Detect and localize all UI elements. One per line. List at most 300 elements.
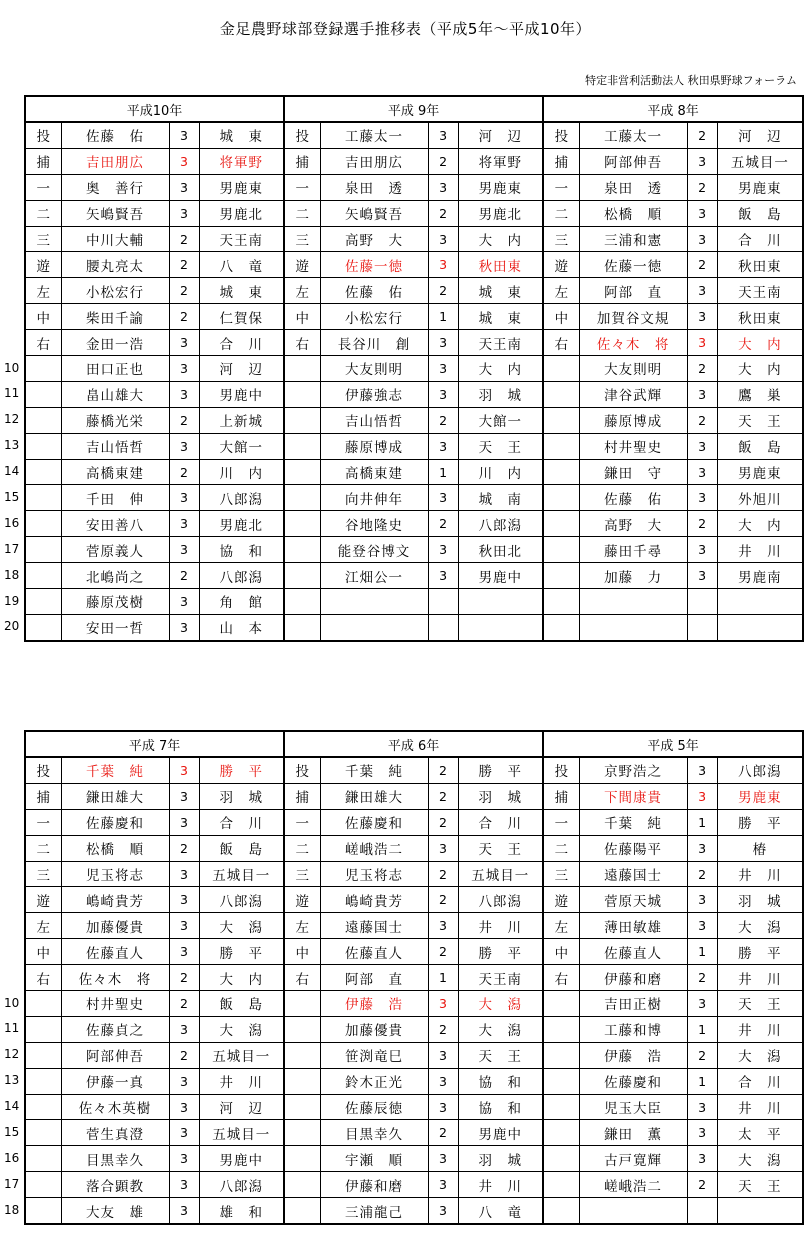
grade-cell: 3 — [169, 614, 199, 640]
row-number: 17 — [4, 1177, 20, 1191]
position-cell — [543, 589, 579, 615]
position-cell: 三 — [25, 226, 61, 252]
school-cell: 城 南 — [458, 485, 543, 511]
grade-cell: 3 — [687, 304, 717, 330]
position-cell: 投 — [25, 757, 61, 783]
school-cell: 天王南 — [458, 965, 543, 991]
school-cell: 大 潟 — [199, 913, 284, 939]
grade-cell: 1 — [687, 939, 717, 965]
school-cell: 五城目一 — [458, 861, 543, 887]
grade-cell: 3 — [687, 1120, 717, 1146]
grade-cell: 3 — [428, 226, 458, 252]
grade-cell: 3 — [687, 330, 717, 356]
row-number: 11 — [4, 386, 20, 400]
player-name-cell: 泉田 透 — [320, 174, 428, 200]
school-cell: 大 内 — [717, 511, 803, 537]
school-cell: 男鹿北 — [199, 200, 284, 226]
player-name-cell — [579, 1198, 687, 1224]
school-cell: 男鹿北 — [458, 200, 543, 226]
year-header: 平成 9年 — [284, 96, 543, 122]
grade-cell: 3 — [428, 252, 458, 278]
school-cell: 大 潟 — [458, 991, 543, 1017]
grade-cell: 3 — [169, 809, 199, 835]
school-cell: 八郎潟 — [199, 485, 284, 511]
player-name-cell: 田口正也 — [61, 356, 169, 382]
grade-cell: 3 — [687, 563, 717, 589]
position-cell: 左 — [25, 278, 61, 304]
school-cell: 大 内 — [458, 356, 543, 382]
player-name-cell: 佐々木英樹 — [61, 1094, 169, 1120]
grade-cell: 3 — [428, 356, 458, 382]
player-name-cell: 長谷川 創 — [320, 330, 428, 356]
player-name-cell: 三浦和憲 — [579, 226, 687, 252]
player-name-cell: 高橋東建 — [61, 459, 169, 485]
position-cell — [25, 614, 61, 640]
school-cell: 秋田東 — [458, 252, 543, 278]
player-name-cell: 三浦龍己 — [320, 1198, 428, 1224]
table-row — [25, 330, 803, 356]
row-number: 12 — [4, 412, 20, 426]
player-name-cell: 中川大輔 — [61, 226, 169, 252]
grade-cell: 3 — [428, 330, 458, 356]
player-name-cell: 伊藤強志 — [320, 381, 428, 407]
school-cell: 天王南 — [717, 278, 803, 304]
player-name-cell: 北嶋尚之 — [61, 563, 169, 589]
school-cell: 合 川 — [717, 226, 803, 252]
grade-cell: 3 — [169, 1094, 199, 1120]
school-cell: 大 内 — [199, 965, 284, 991]
position-cell: 右 — [25, 965, 61, 991]
grade-cell: 1 — [687, 1016, 717, 1042]
school-cell: 井 川 — [717, 965, 803, 991]
table-row — [25, 1016, 803, 1042]
table-row — [25, 1042, 803, 1068]
grade-cell: 2 — [428, 887, 458, 913]
page-title: 金足農野球部登録選手推移表（平成5年～平成10年） — [219, 20, 592, 38]
grade-cell: 3 — [428, 1146, 458, 1172]
school-cell: 男鹿東 — [717, 783, 803, 809]
school-cell: 飯 島 — [717, 200, 803, 226]
roster-table-top — [24, 95, 804, 642]
table-row — [25, 835, 803, 861]
grade-cell: 2 — [687, 407, 717, 433]
row-number: 13 — [4, 438, 20, 452]
table-row — [25, 913, 803, 939]
table-row — [25, 1068, 803, 1094]
school-cell: 城 東 — [458, 278, 543, 304]
grade-cell: 3 — [169, 757, 199, 783]
grade-cell: 3 — [687, 835, 717, 861]
player-name-cell: 目黒幸久 — [61, 1146, 169, 1172]
player-name-cell: 矢嶋賢吾 — [61, 200, 169, 226]
grade-cell: 3 — [428, 1198, 458, 1224]
grade-cell: 2 — [169, 278, 199, 304]
row-number: 14 — [4, 1099, 20, 1113]
player-name-cell: 佐藤一徳 — [320, 252, 428, 278]
school-cell: 将軍野 — [199, 148, 284, 174]
position-cell — [25, 381, 61, 407]
player-name-cell: 小松宏行 — [61, 278, 169, 304]
grade-cell: 3 — [169, 174, 199, 200]
school-cell: 河 辺 — [199, 1094, 284, 1120]
player-name-cell: 鎌田 守 — [579, 459, 687, 485]
year-header-row — [25, 731, 803, 757]
position-cell: 三 — [25, 861, 61, 887]
table-row — [25, 1172, 803, 1198]
row-number: 19 — [4, 594, 20, 608]
school-cell: 上新城 — [199, 407, 284, 433]
player-name-cell: 千田 伸 — [61, 485, 169, 511]
table-row — [25, 148, 803, 174]
school-cell: 八 竜 — [199, 252, 284, 278]
position-cell — [25, 537, 61, 563]
school-cell: 八郎潟 — [199, 887, 284, 913]
school-cell: 天王南 — [199, 226, 284, 252]
grade-cell: 2 — [169, 835, 199, 861]
roster-table-bottom — [24, 730, 804, 1225]
position-cell — [543, 1146, 579, 1172]
school-cell: 男鹿東 — [717, 174, 803, 200]
school-cell: 大館一 — [458, 407, 543, 433]
grade-cell: 3 — [687, 783, 717, 809]
position-cell — [543, 485, 579, 511]
position-cell — [284, 407, 320, 433]
table-row — [25, 278, 803, 304]
school-cell: 羽 城 — [717, 887, 803, 913]
row-number: 16 — [4, 516, 20, 530]
grade-cell: 3 — [428, 1068, 458, 1094]
player-name-cell: 泉田 透 — [579, 174, 687, 200]
school-cell: 川 内 — [199, 459, 284, 485]
position-cell: 遊 — [25, 887, 61, 913]
position-cell — [543, 1016, 579, 1042]
grade-cell: 3 — [687, 226, 717, 252]
grade-cell: 3 — [169, 939, 199, 965]
school-cell: 八郎潟 — [717, 757, 803, 783]
position-cell — [543, 563, 579, 589]
player-name-cell: 吉山悟哲 — [320, 407, 428, 433]
grade-cell: 3 — [428, 1172, 458, 1198]
player-name-cell: 京野浩之 — [579, 757, 687, 783]
table-row — [25, 226, 803, 252]
player-name-cell: 工藤太一 — [579, 122, 687, 148]
grade-cell: 3 — [169, 537, 199, 563]
school-cell: 八 竜 — [458, 1198, 543, 1224]
position-cell: 左 — [543, 278, 579, 304]
table-row — [25, 861, 803, 887]
school-cell: 井 川 — [717, 1094, 803, 1120]
grade-cell: 2 — [428, 148, 458, 174]
grade-cell: 3 — [169, 1172, 199, 1198]
player-name-cell: 藤田千尋 — [579, 537, 687, 563]
grade-cell — [428, 589, 458, 615]
player-name-cell: 伊藤 浩 — [320, 991, 428, 1017]
row-number: 15 — [4, 1125, 20, 1139]
grade-cell: 3 — [169, 887, 199, 913]
player-name-cell: 伊藤一真 — [61, 1068, 169, 1094]
position-cell: 遊 — [543, 252, 579, 278]
position-cell: 一 — [543, 174, 579, 200]
school-cell — [458, 614, 543, 640]
player-name-cell — [320, 589, 428, 615]
position-cell — [284, 1120, 320, 1146]
player-name-cell: 阿部伸吾 — [579, 148, 687, 174]
school-cell: 男鹿中 — [199, 381, 284, 407]
player-name-cell: 能登谷博文 — [320, 537, 428, 563]
player-name-cell: 嶋崎貴芳 — [61, 887, 169, 913]
position-cell — [25, 589, 61, 615]
player-name-cell: 藤橋光栄 — [61, 407, 169, 433]
player-name-cell: 金田一浩 — [61, 330, 169, 356]
grade-cell: 3 — [687, 913, 717, 939]
position-cell: 中 — [543, 304, 579, 330]
table-row — [25, 1198, 803, 1224]
position-cell: 二 — [284, 835, 320, 861]
grade-cell: 2 — [687, 122, 717, 148]
school-cell: 協 和 — [458, 1068, 543, 1094]
grade-cell: 2 — [428, 511, 458, 537]
position-cell: 三 — [543, 861, 579, 887]
grade-cell: 1 — [428, 459, 458, 485]
position-cell: 一 — [25, 809, 61, 835]
player-name-cell — [579, 589, 687, 615]
player-name-cell: 嶋崎貴芳 — [320, 887, 428, 913]
school-cell: 天 王 — [717, 991, 803, 1017]
player-name-cell: 児玉大臣 — [579, 1094, 687, 1120]
position-cell — [543, 1068, 579, 1094]
position-cell — [284, 1068, 320, 1094]
school-cell: 角 館 — [199, 589, 284, 615]
player-name-cell: 伊藤 浩 — [579, 1042, 687, 1068]
grade-cell: 2 — [687, 174, 717, 200]
player-name-cell: 高橋東建 — [320, 459, 428, 485]
school-cell: 城 東 — [199, 122, 284, 148]
grade-cell: 3 — [169, 511, 199, 537]
grade-cell: 2 — [687, 861, 717, 887]
grade-cell: 3 — [169, 330, 199, 356]
position-cell: 遊 — [25, 252, 61, 278]
position-cell: 遊 — [284, 887, 320, 913]
player-name-cell: 笹渕竜巳 — [320, 1042, 428, 1068]
school-cell: 天 王 — [717, 1172, 803, 1198]
position-cell: 遊 — [284, 252, 320, 278]
position-cell — [25, 433, 61, 459]
grade-cell: 2 — [169, 459, 199, 485]
position-cell — [543, 381, 579, 407]
player-name-cell: 佐藤 佑 — [61, 122, 169, 148]
position-cell: 投 — [25, 122, 61, 148]
grade-cell: 3 — [687, 381, 717, 407]
grade-cell: 3 — [169, 1146, 199, 1172]
player-name-cell: 嵯峨浩二 — [320, 835, 428, 861]
grade-cell: 2 — [169, 991, 199, 1017]
grade-cell: 2 — [687, 356, 717, 382]
table-row — [25, 809, 803, 835]
player-name-cell: 藤原博成 — [579, 407, 687, 433]
position-cell: 投 — [284, 122, 320, 148]
organization-name: 特定非営利活動法人 秋田県野球フォーラム — [585, 74, 797, 87]
school-cell: 男鹿東 — [458, 174, 543, 200]
player-name-cell: 佐藤直人 — [579, 939, 687, 965]
grade-cell: 3 — [428, 537, 458, 563]
school-cell: 勝 平 — [458, 939, 543, 965]
position-cell — [543, 1198, 579, 1224]
table-row — [25, 783, 803, 809]
position-cell: 左 — [25, 913, 61, 939]
school-cell: 井 川 — [199, 1068, 284, 1094]
school-cell: 秋田東 — [717, 304, 803, 330]
school-cell: 大 潟 — [199, 1016, 284, 1042]
position-cell: 三 — [543, 226, 579, 252]
school-cell: 外旭川 — [717, 485, 803, 511]
player-name-cell: 津谷武輝 — [579, 381, 687, 407]
grade-cell: 3 — [169, 1120, 199, 1146]
grade-cell: 2 — [169, 1042, 199, 1068]
position-cell — [25, 1198, 61, 1224]
grade-cell: 3 — [428, 381, 458, 407]
school-cell: 勝 平 — [717, 939, 803, 965]
school-cell: 井 川 — [458, 1172, 543, 1198]
grade-cell: 3 — [428, 1042, 458, 1068]
position-cell — [25, 1094, 61, 1120]
school-cell: 男鹿東 — [199, 174, 284, 200]
player-name-cell: 谷地隆史 — [320, 511, 428, 537]
school-cell: 勝 平 — [717, 809, 803, 835]
grade-cell — [687, 589, 717, 615]
position-cell — [25, 1042, 61, 1068]
school-cell: 城 東 — [458, 304, 543, 330]
position-cell: 左 — [284, 913, 320, 939]
grade-cell: 3 — [687, 887, 717, 913]
position-cell — [284, 614, 320, 640]
position-cell: 一 — [284, 174, 320, 200]
grade-cell: 2 — [687, 965, 717, 991]
position-cell: 中 — [25, 939, 61, 965]
player-name-cell: 目黒幸久 — [320, 1120, 428, 1146]
school-cell: 五城目一 — [717, 148, 803, 174]
grade-cell — [687, 1198, 717, 1224]
school-cell: 男鹿中 — [458, 563, 543, 589]
grade-cell: 3 — [169, 1068, 199, 1094]
grade-cell: 2 — [169, 304, 199, 330]
position-cell — [25, 1068, 61, 1094]
position-cell: 一 — [543, 809, 579, 835]
grade-cell: 3 — [428, 174, 458, 200]
position-cell: 右 — [25, 330, 61, 356]
table-row — [25, 1146, 803, 1172]
position-cell — [284, 1094, 320, 1120]
position-cell — [543, 459, 579, 485]
school-cell: 川 内 — [458, 459, 543, 485]
grade-cell: 3 — [428, 563, 458, 589]
school-cell: 山 本 — [199, 614, 284, 640]
position-cell: 二 — [543, 835, 579, 861]
player-name-cell — [579, 614, 687, 640]
grade-cell: 2 — [169, 563, 199, 589]
position-cell: 捕 — [25, 148, 61, 174]
position-cell — [543, 433, 579, 459]
row-number: 10 — [4, 996, 20, 1010]
player-name-cell: 佐藤貞之 — [61, 1016, 169, 1042]
row-number: 16 — [4, 1151, 20, 1165]
position-cell — [25, 511, 61, 537]
player-name-cell: 村井聖史 — [61, 991, 169, 1017]
grade-cell: 2 — [687, 252, 717, 278]
table-row — [25, 563, 803, 589]
player-name-cell: 菅原義人 — [61, 537, 169, 563]
position-cell: 二 — [25, 200, 61, 226]
row-number: 14 — [4, 464, 20, 478]
school-cell: 男鹿東 — [717, 459, 803, 485]
grade-cell — [428, 614, 458, 640]
school-cell: 合 川 — [199, 330, 284, 356]
grade-cell: 3 — [169, 381, 199, 407]
school-cell: 河 辺 — [458, 122, 543, 148]
grade-cell: 3 — [169, 1198, 199, 1224]
school-cell: 大 内 — [717, 330, 803, 356]
grade-cell: 3 — [169, 356, 199, 382]
table-row — [25, 356, 803, 382]
grade-cell: 1 — [428, 965, 458, 991]
position-cell — [543, 1172, 579, 1198]
player-name-cell: 吉田正樹 — [579, 991, 687, 1017]
school-cell: 五城目一 — [199, 1042, 284, 1068]
player-name-cell: 遠藤国士 — [320, 913, 428, 939]
player-name-cell: 阿部 直 — [579, 278, 687, 304]
school-cell: 五城目一 — [199, 1120, 284, 1146]
school-cell: 勝 平 — [458, 757, 543, 783]
grade-cell — [687, 614, 717, 640]
player-name-cell: 江畑公一 — [320, 563, 428, 589]
player-name-cell: 吉田朋広 — [61, 148, 169, 174]
position-cell: 投 — [543, 757, 579, 783]
position-cell — [25, 1146, 61, 1172]
player-name-cell: 吉山悟哲 — [61, 433, 169, 459]
player-name-cell: 腰丸亮太 — [61, 252, 169, 278]
table-row — [25, 407, 803, 433]
school-cell: 椿 — [717, 835, 803, 861]
school-cell: 勝 平 — [199, 939, 284, 965]
position-cell — [284, 537, 320, 563]
grade-cell: 2 — [687, 511, 717, 537]
grade-cell: 3 — [169, 433, 199, 459]
player-name-cell: 工藤和博 — [579, 1016, 687, 1042]
grade-cell: 3 — [428, 433, 458, 459]
table-row — [25, 537, 803, 563]
school-cell: 合 川 — [199, 809, 284, 835]
player-name-cell: 安田一哲 — [61, 614, 169, 640]
player-name-cell: 佐藤直人 — [61, 939, 169, 965]
grade-cell: 2 — [428, 783, 458, 809]
school-cell: 八郎潟 — [199, 563, 284, 589]
player-name-cell: 児玉将志 — [320, 861, 428, 887]
position-cell — [284, 356, 320, 382]
position-cell — [284, 485, 320, 511]
school-cell: 大 潟 — [717, 1042, 803, 1068]
position-cell — [284, 1016, 320, 1042]
school-cell: 八郎潟 — [199, 1172, 284, 1198]
grade-cell: 3 — [687, 537, 717, 563]
position-cell — [284, 1146, 320, 1172]
grade-cell: 2 — [428, 861, 458, 887]
position-cell — [25, 1016, 61, 1042]
school-cell: 八郎潟 — [458, 887, 543, 913]
row-number: 18 — [4, 1203, 20, 1217]
table-row — [25, 174, 803, 200]
grade-cell: 3 — [687, 278, 717, 304]
school-cell: 河 辺 — [199, 356, 284, 382]
position-cell — [284, 1198, 320, 1224]
